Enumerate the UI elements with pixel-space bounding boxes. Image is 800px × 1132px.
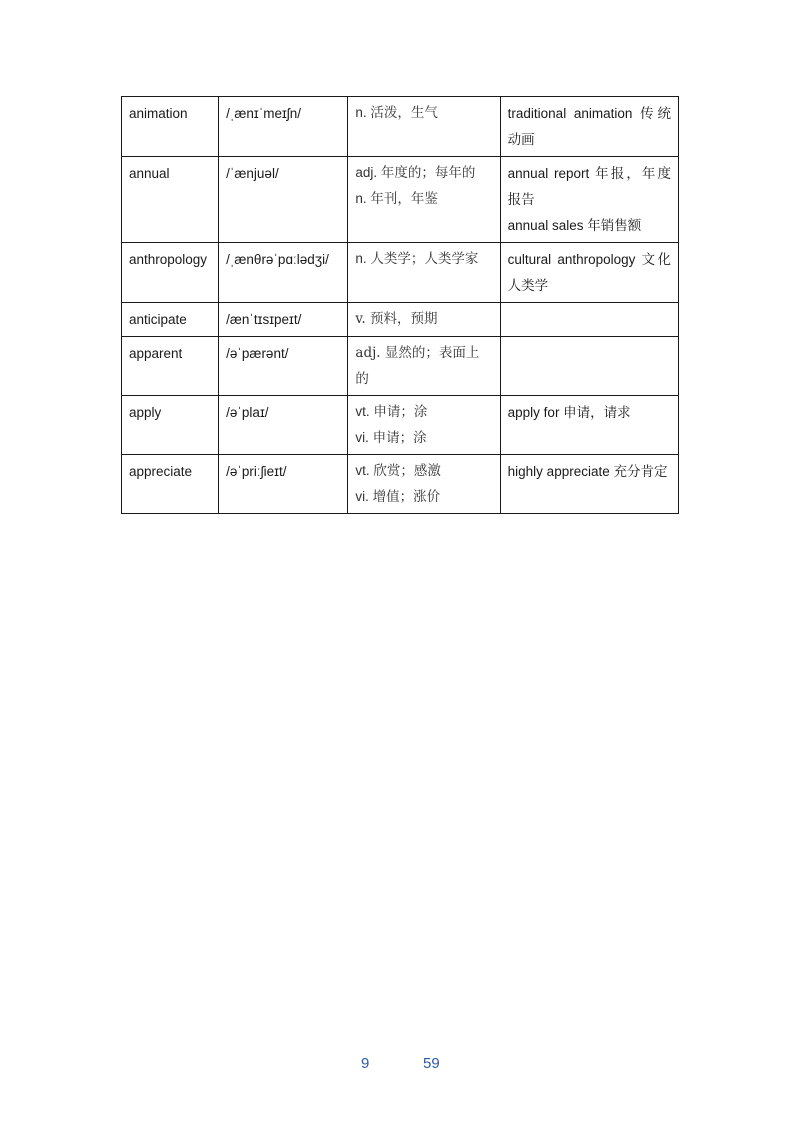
phrase-cell (500, 157, 678, 243)
page-footer (0, 1055, 800, 1077)
vocabulary-table (121, 96, 679, 514)
phonetic-cell: /ænˈtɪsɪpeɪt/ (219, 303, 348, 337)
page-total: 59 (423, 1055, 440, 1072)
word-cell: apply (122, 396, 219, 455)
phrase-cell (500, 243, 678, 303)
phrase-cell (500, 97, 678, 157)
table-row (122, 97, 679, 157)
phrase-cell (500, 303, 678, 337)
meaning-line: adj. 年度的；每年的 (355, 165, 476, 180)
word-cell: animation (122, 97, 219, 157)
phrase-cell (500, 396, 678, 455)
table-row (122, 157, 679, 243)
table-row (122, 396, 679, 455)
phrase-line: cultural anthropology 文化人类学 (507, 252, 671, 293)
phonetic-cell: /əˈpriːʃieɪt/ (219, 455, 348, 514)
table-row (122, 303, 679, 337)
phrase-line: traditional animation 传统动画 (507, 106, 671, 147)
phonetic-cell: /ˌænɪˈmeɪʃn/ (219, 97, 348, 157)
phonetic-cell: /ˌænθrəˈpɑːlədʒi/ (219, 243, 348, 303)
phrase-cell (500, 455, 678, 514)
meaning-line: vt. 申请；涂 (355, 404, 428, 419)
phrase-cell (500, 337, 678, 396)
meaning-line: n. 人类学；人类学家 (355, 251, 479, 266)
phrase-line: apply for 申请，请求 (507, 405, 631, 420)
phonetic-cell: /əˈpærənt/ (219, 337, 348, 396)
meaning-line: n. 年刊，年鉴 (355, 191, 438, 206)
phonetic-cell: /əˈplaɪ/ (219, 396, 348, 455)
meaning-cell (348, 455, 500, 514)
phrase-line: annual sales 年销售额 (507, 218, 642, 233)
meaning-cell (348, 97, 500, 157)
word-cell: annual (122, 157, 219, 243)
meaning-cell (348, 157, 500, 243)
meaning-cell (348, 303, 500, 337)
phonetic-cell: /ˈænjuəl/ (219, 157, 348, 243)
table-row (122, 455, 679, 514)
word-cell: apparent (122, 337, 219, 396)
table-row (122, 243, 679, 303)
meaning-line: n. 活泼，生气 (355, 105, 438, 120)
meaning-cell (348, 243, 500, 303)
meaning-line: vi. 增值；涨价 (355, 489, 441, 504)
page-number: 9 (361, 1055, 370, 1072)
word-cell: appreciate (122, 455, 219, 514)
word-cell: anthropology (122, 243, 219, 303)
meaning-line: adj. 显然的；表面上的 (355, 345, 480, 387)
meaning-line: v. 预料，预期 (355, 311, 438, 327)
meaning-line: vt. 欣赏；感激 (355, 463, 441, 478)
table-row (122, 337, 679, 396)
word-cell: anticipate (122, 303, 219, 337)
meaning-cell (348, 337, 500, 396)
phrase-line: highly appreciate 充分肯定 (507, 464, 668, 479)
meaning-cell (348, 396, 500, 455)
phrase-line: annual report 年报，年度报告 (507, 166, 671, 207)
meaning-line: vi. 申请；涂 (355, 430, 427, 445)
